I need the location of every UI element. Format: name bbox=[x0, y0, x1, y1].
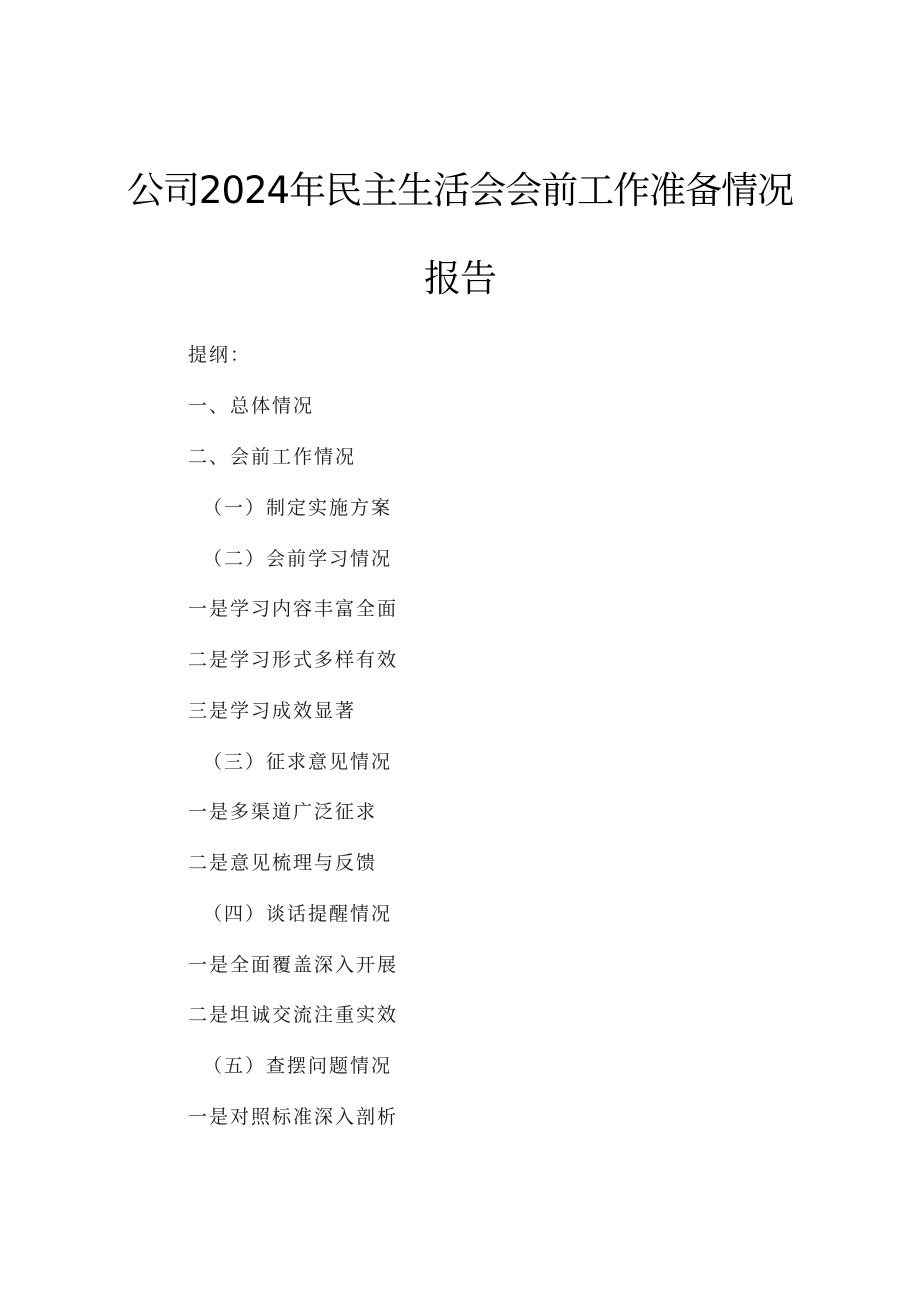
outline-subitem-study: （二）会前学习情况 bbox=[203, 548, 393, 570]
outline-point: 二是学习形式多样有效 bbox=[188, 649, 399, 671]
outline-point: 二是意见梳理与反馈 bbox=[188, 852, 378, 874]
outline-point: 一是全面覆盖深入开展 bbox=[188, 954, 399, 976]
outline-point: 一是多渠道广泛征求 bbox=[188, 801, 378, 823]
outline-item-pre-meeting-work: 二、会前工作情况 bbox=[188, 446, 357, 468]
outline-subitem-plan: （一）制定实施方案 bbox=[203, 497, 393, 519]
outline-subitem-opinions: （三）征求意见情况 bbox=[203, 751, 393, 773]
outline-subitem-problems: （五）查摆问题情况 bbox=[203, 1055, 393, 1077]
document-title-line1: 公司2024年民主生活会会前工作准备情况 bbox=[126, 169, 794, 212]
outline-point: 二是坦诚交流注重实效 bbox=[188, 1004, 399, 1026]
outline-point: 三是学习成效显著 bbox=[188, 700, 357, 722]
outline-point: 一是学习内容丰富全面 bbox=[188, 598, 399, 620]
document-title-line2: 报告 bbox=[424, 257, 496, 300]
outline-label: 提纲： bbox=[188, 344, 252, 366]
outline-subitem-talks: （四）谈话提醒情况 bbox=[203, 903, 393, 925]
outline-point: 一是对照标准深入剖析 bbox=[188, 1106, 399, 1128]
outline-item-overall: 一、总体情况 bbox=[188, 395, 315, 417]
